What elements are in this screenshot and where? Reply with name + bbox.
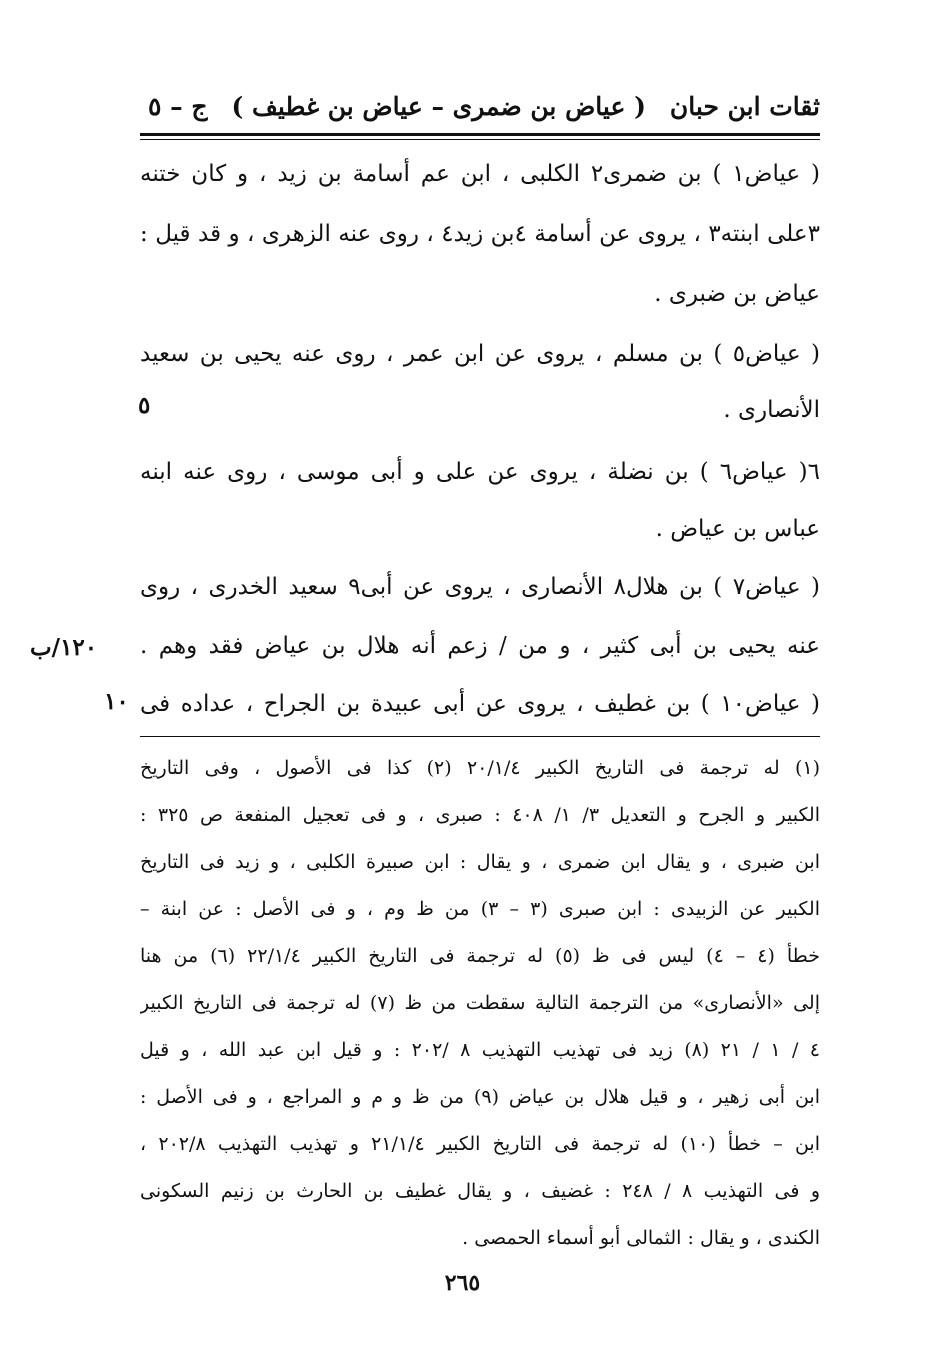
text-line: ( عياض١ ) بن ضمرى٢ الكلبى ، ابن عم أسامة بن زيد ، و كان ختنه	[140, 161, 820, 187]
footnote-line: خطأ (٤ – ٤) ليس فى ظ (٥) له ترجمة فى التاريخ الكبير ٢٢/١/٤ (٦) من هنا	[140, 945, 820, 967]
text-line: عنه يحيى بن أبى كثير ، و من / زعم أنه هلال بن عياض فقد وهم .	[140, 633, 820, 659]
footnote-line: إلى «الأنصارى» من الترجمة التالية سقطت من ظ (٧) له ترجمة فى التاريخ الكبير	[140, 992, 820, 1014]
header-rule-thick	[140, 133, 820, 136]
folio-marker: ١٢٠/ب	[30, 634, 98, 661]
footnote-line: ابن أبى زهير ، و قيل هلال بن عياض (٩) من ظ و م و المراجع ، و فى الأصل :	[140, 1086, 820, 1108]
footnote-line: الكندى ، و يقال : الثمالى أبو أسماء الحمصى .	[462, 1227, 820, 1249]
footnote-line: الكبير عن الزبيدى : ابن صبرى (٣ – ٣) من ظ وم ، و فى الأصل : عن ابنة –	[140, 898, 820, 920]
book-title: ثقات ابن حبان	[669, 91, 820, 121]
footnote-line: ٤ / ١ / ٢١ (٨) زيد فى تهذيب التهذيب ٨ /٢٠٢ : و قيل ابن عبد الله ، و قيل	[140, 1039, 820, 1061]
text-line: ( عياض٧ ) بن هلال٨ الأنصارى ، يروى عن أبى٩ سعيد الخدرى ، روى	[140, 574, 820, 600]
entry-range: ( عياض بن ضمرى – عياض بن غطيف )	[231, 91, 646, 121]
text-line: ٦( عياض٦ ) بن نضلة ، يروى عن على و أبى موسى ، روى عنه ابنه	[140, 459, 820, 485]
footnote-line: و فى التهذيب ٨ / ٢٤٨ : غضيف ، و يقال غطيف بن الحارث بن زنيم السكونى	[140, 1180, 820, 1202]
footnote-line: ابن ضبرى ، و يقال ابن ضمرى ، و يقال : ابن صبيرة الكلبى ، و زيد فى التاريخ	[140, 851, 820, 873]
text-line: ( عياض١٠ ) بن غطيف ، يروى عن أبى عبيدة بن الجراح ، عداده فى	[140, 691, 820, 717]
footnote-line: ابن – خطأ (١٠) له ترجمة فى التاريخ الكبير ٢١/١/٤ و تهذيب التهذيب ٢٠٢/٨ ،	[140, 1133, 820, 1155]
text-line: ٣على ابنته٣ ، يروى عن أسامة ٤بن زيد٤ ، روى عنه الزهرى ، و قد قيل :	[140, 221, 820, 247]
volume-number: ج – ٥	[148, 91, 208, 121]
text-line: الأنصارى .	[723, 397, 820, 423]
footnote-line: (١) له ترجمة فى التاريخ الكبير ٢٠/١/٤ (٢) كذا فى الأصول ، وفى التاريخ	[140, 757, 820, 779]
footnote-separator	[140, 736, 820, 737]
text-line: عياض بن ضبرى .	[654, 281, 820, 307]
page-number: ٢٦٥	[444, 1270, 481, 1296]
header-rule-thin	[140, 139, 820, 140]
text-line: عباس بن عياض .	[655, 516, 820, 542]
text-line: ( عياض٥ ) بن مسلم ، يروى عن ابن عمر ، روى عنه يحيى بن سعيد	[140, 341, 820, 367]
running-header	[140, 84, 820, 128]
line-number-5: ٥	[138, 392, 151, 419]
footnote-line: الكبير و الجرح و التعديل ٣/ ١/ ٤٠٨ : صبرى ، و فى تعجيل المنفعة ص ٣٢٥ :	[140, 804, 820, 826]
line-number-10: ١٠	[104, 688, 129, 715]
